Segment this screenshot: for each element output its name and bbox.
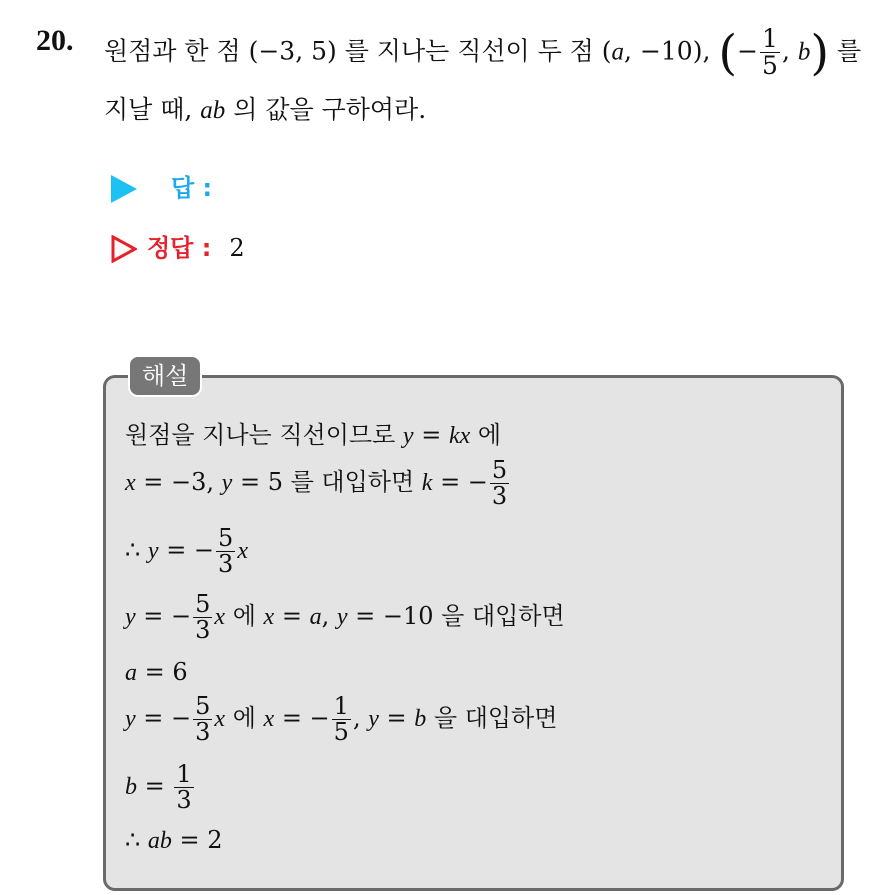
solution-text: = −3,	[135, 468, 222, 497]
solution-text: = −	[432, 468, 488, 497]
fraction	[490, 458, 509, 509]
fraction-denominator: 3	[491, 482, 508, 511]
math-var: y	[368, 706, 379, 733]
math-var: y	[125, 604, 136, 631]
solution-line-7	[125, 762, 196, 813]
play-triangle-icon	[111, 175, 137, 203]
math-var: x	[214, 604, 226, 631]
solution-line-1	[125, 415, 501, 450]
solution-line-4	[125, 592, 565, 643]
solution-text: ,	[352, 704, 369, 733]
fraction	[193, 592, 212, 643]
math-var: y	[336, 604, 348, 631]
question-line-1	[104, 26, 861, 80]
solution-text: =	[378, 704, 415, 733]
fraction-denominator: 3	[195, 718, 211, 747]
fraction-numerator: 1	[176, 760, 192, 788]
question-text: 를	[829, 36, 862, 66]
math-var: x	[214, 706, 226, 733]
solution-text: 원점을 지나는 직선이므로	[125, 421, 403, 449]
solution-text: 을 대입하면	[426, 704, 558, 733]
math-var: y	[147, 538, 159, 565]
fraction-denominator: 3	[195, 616, 211, 645]
math-var: y	[402, 423, 414, 449]
fraction-numerator: 5	[218, 524, 234, 552]
question-line-2	[104, 90, 426, 126]
fraction-denominator: 3	[218, 550, 234, 579]
question-text: 지날 때,	[104, 95, 201, 124]
comma: ,	[781, 36, 798, 66]
paren-open: (	[718, 24, 738, 81]
solution-text: = −	[158, 536, 215, 565]
solution-text: = −10 을 대입하면	[347, 602, 565, 631]
solution-text: =	[137, 772, 173, 801]
fraction-numerator: 5	[491, 456, 508, 484]
question-number: 20.	[36, 24, 74, 57]
outline-triangle-icon	[111, 235, 137, 263]
var-b: b	[797, 38, 811, 66]
solution-text: 에	[225, 704, 264, 733]
solution-text: = 2	[171, 826, 223, 854]
therefore-symbol: ∴	[125, 536, 148, 565]
solution-text: = −	[135, 602, 192, 631]
solution-line-6	[125, 694, 557, 745]
answer-label: 답 :	[171, 174, 213, 202]
math-var: x	[263, 706, 275, 733]
math-var: y	[125, 706, 136, 733]
solution-text: 에	[470, 421, 502, 449]
explanation-tag: 해설	[128, 355, 202, 397]
fraction-denominator: 5	[333, 718, 349, 747]
math-var: y	[221, 470, 233, 497]
correct-answer-label: 정답 :	[147, 234, 212, 262]
solution-line-3	[125, 526, 248, 577]
fraction-denominator: 3	[176, 786, 192, 815]
math-var: k	[421, 470, 433, 497]
solution-text: ,	[321, 602, 337, 631]
solution-text: =	[274, 602, 310, 631]
fraction	[216, 526, 235, 577]
solution-text: =	[413, 421, 449, 449]
math-var: a	[125, 660, 137, 686]
fraction	[332, 694, 351, 745]
therefore-symbol: ∴	[125, 826, 148, 854]
fraction	[174, 762, 193, 813]
math-var: ab	[147, 828, 172, 854]
solution-text: = −	[274, 704, 330, 733]
correct-answer-value: 2	[229, 234, 245, 262]
math-var: a	[309, 604, 322, 631]
math-var: x	[263, 604, 275, 631]
fraction-one-fifth	[760, 26, 780, 80]
solution-text: = 5 를 대입하면	[232, 468, 422, 497]
math-var: x	[125, 470, 136, 497]
fraction-numerator: 1	[333, 692, 349, 720]
question-text: 원점과 한 점 (−3, 5) 를 지나는 직선이 두 점 (	[104, 36, 612, 66]
math-var: b	[414, 706, 427, 733]
question-text: , −10),	[624, 36, 719, 66]
question-text: 의 값을 구하여라.	[225, 95, 427, 124]
fraction-numerator: 1	[762, 24, 778, 53]
solution-text: = 6	[137, 658, 188, 686]
fraction-numerator: 5	[195, 590, 211, 618]
solution-text: 에	[225, 602, 264, 631]
math-var: x	[237, 538, 248, 565]
answer-row	[111, 168, 212, 203]
solution-line-8	[125, 826, 223, 855]
solution-text: = −	[135, 704, 192, 733]
fraction-denominator: 5	[762, 51, 778, 81]
solution-line-2	[125, 458, 511, 509]
fraction-numerator: 5	[195, 692, 211, 720]
minus-sign: −	[737, 36, 759, 66]
solution-line-5	[125, 658, 188, 687]
var-a: a	[611, 38, 625, 66]
math-var: kx	[448, 423, 471, 449]
paren-close: )	[810, 24, 830, 81]
correct-answer-row	[111, 228, 245, 263]
fraction	[193, 694, 212, 745]
var-ab: ab	[200, 97, 226, 124]
math-var: b	[125, 774, 137, 801]
